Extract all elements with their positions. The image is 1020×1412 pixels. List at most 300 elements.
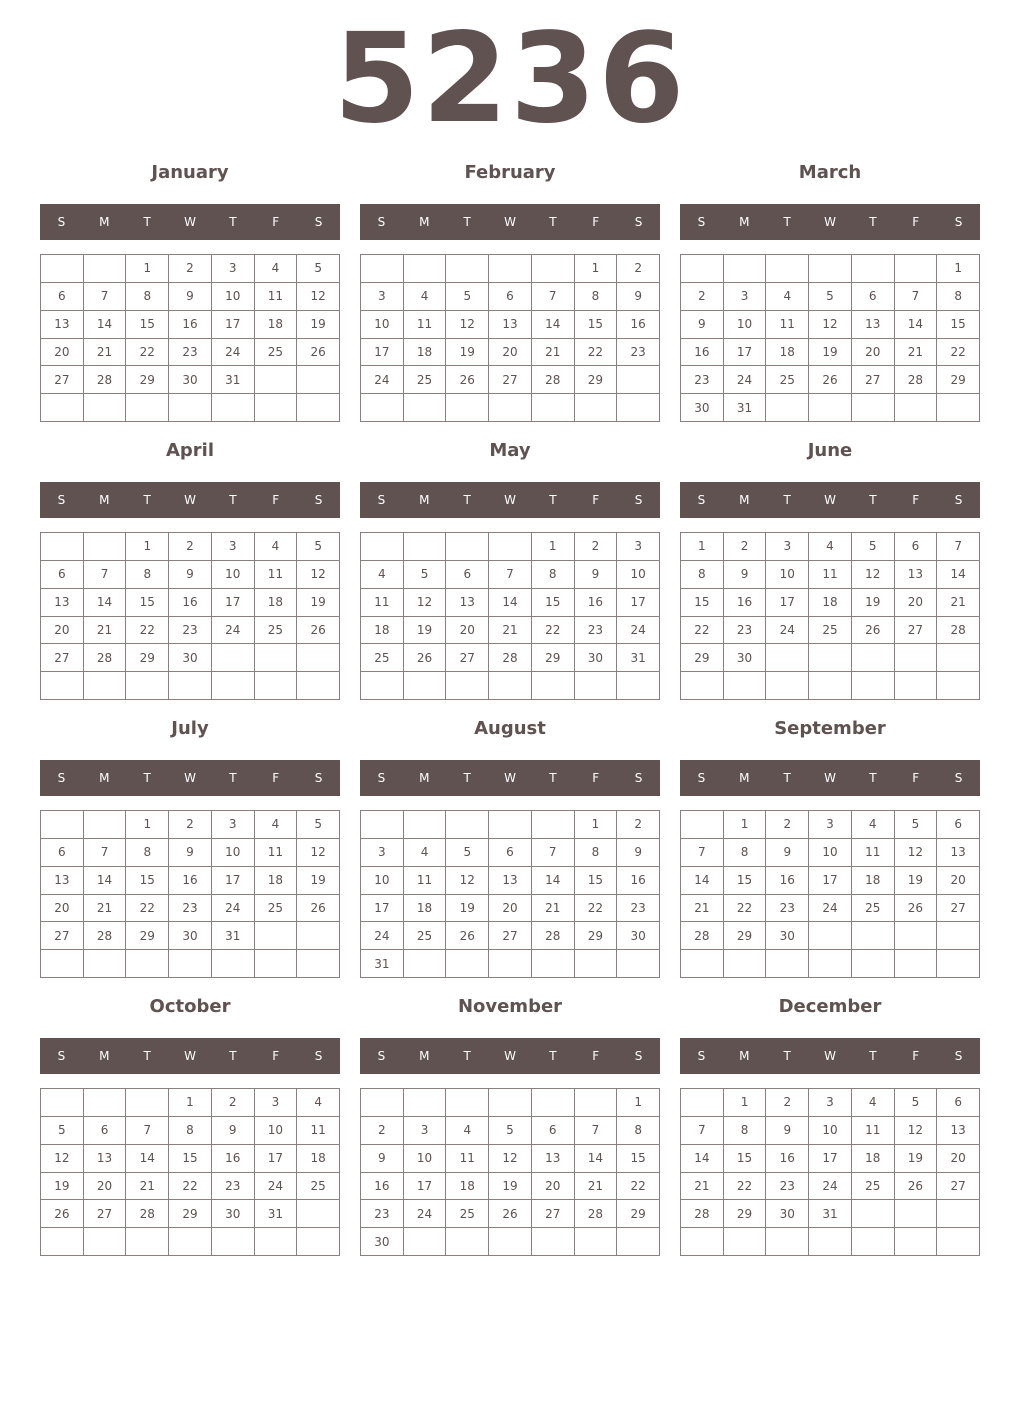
empty-cell [937, 672, 980, 700]
day-cell: 11 [404, 311, 447, 339]
day-cell: 1 [169, 1089, 212, 1117]
day-cell: 21 [84, 617, 127, 645]
month-may [360, 434, 660, 704]
day-cell: 13 [852, 311, 895, 339]
day-cell: 12 [446, 311, 489, 339]
day-cell: 10 [766, 561, 809, 589]
empty-cell [297, 1200, 340, 1228]
day-cell: 27 [84, 1200, 127, 1228]
weekday-label: F [912, 771, 920, 785]
empty-cell [489, 533, 532, 561]
empty-cell [446, 950, 489, 978]
day-cell: 1 [724, 1089, 767, 1117]
day-grid [40, 1088, 340, 1256]
day-cell: 28 [937, 617, 980, 645]
day-cell: 21 [532, 895, 575, 923]
day-cell: 31 [724, 394, 767, 422]
day-cell: 23 [617, 895, 660, 923]
month-june [680, 434, 980, 704]
empty-cell [852, 1200, 895, 1228]
day-cell: 31 [361, 950, 404, 978]
empty-cell [489, 672, 532, 700]
day-cell: 7 [489, 561, 532, 589]
empty-cell [681, 811, 724, 839]
month-name: January [151, 162, 229, 183]
empty-cell [575, 1228, 618, 1256]
empty-cell [41, 950, 84, 978]
empty-cell [212, 950, 255, 978]
weekday-label: W [184, 771, 196, 785]
empty-cell [361, 394, 404, 422]
day-cell: 11 [255, 283, 298, 311]
day-cell: 2 [617, 811, 660, 839]
empty-cell [532, 255, 575, 283]
day-cell: 17 [766, 589, 809, 617]
empty-cell [766, 950, 809, 978]
empty-cell [84, 950, 127, 978]
weekday-label: W [184, 1049, 196, 1063]
empty-cell [297, 922, 340, 950]
day-cell: 29 [937, 366, 980, 394]
day-cell: 16 [169, 867, 212, 895]
weekday-label: M [419, 493, 430, 507]
day-cell: 2 [169, 533, 212, 561]
weekday-label: S [377, 493, 386, 507]
day-cell: 7 [532, 839, 575, 867]
day-cell: 12 [852, 561, 895, 589]
weekday-label: W [184, 493, 196, 507]
day-cell: 27 [937, 1173, 980, 1201]
day-cell: 21 [681, 895, 724, 923]
weekday-label: S [954, 493, 963, 507]
weekday-label: S [377, 771, 386, 785]
weekday-label: T [869, 771, 877, 785]
empty-cell [681, 672, 724, 700]
day-cell: 22 [169, 1173, 212, 1201]
day-cell: 23 [766, 895, 809, 923]
empty-cell [532, 1089, 575, 1117]
empty-cell [809, 394, 852, 422]
day-cell: 14 [895, 311, 938, 339]
month-october [40, 990, 340, 1260]
month-name: October [149, 996, 231, 1017]
weekday-header [40, 1038, 340, 1074]
day-cell: 22 [126, 617, 169, 645]
day-cell: 24 [724, 366, 767, 394]
day-cell: 29 [532, 644, 575, 672]
day-cell: 13 [937, 839, 980, 867]
day-cell: 12 [297, 283, 340, 311]
empty-cell [446, 1228, 489, 1256]
weekday-label: M [419, 771, 430, 785]
day-cell: 10 [617, 561, 660, 589]
empty-cell [809, 255, 852, 283]
empty-cell [446, 1089, 489, 1117]
day-cell: 5 [895, 1089, 938, 1117]
day-cell: 30 [766, 1200, 809, 1228]
day-grid [680, 1088, 980, 1256]
day-cell: 11 [809, 561, 852, 589]
day-cell: 1 [724, 811, 767, 839]
empty-cell [489, 1228, 532, 1256]
empty-cell [84, 811, 127, 839]
day-cell: 9 [575, 561, 618, 589]
day-cell: 11 [404, 867, 447, 895]
empty-cell [532, 672, 575, 700]
weekday-label: M [739, 215, 750, 229]
weekday-label: T [869, 215, 877, 229]
month-name: December [778, 996, 882, 1017]
day-cell: 24 [361, 366, 404, 394]
day-cell: 28 [126, 1200, 169, 1228]
day-cell: 18 [361, 617, 404, 645]
day-cell: 6 [489, 283, 532, 311]
empty-cell [84, 255, 127, 283]
weekday-header [680, 204, 980, 240]
day-cell: 5 [404, 561, 447, 589]
day-cell: 8 [937, 283, 980, 311]
weekday-label: F [592, 1049, 600, 1063]
day-cell: 28 [84, 922, 127, 950]
weekday-label: S [697, 493, 706, 507]
day-cell: 3 [809, 1089, 852, 1117]
day-cell: 28 [532, 922, 575, 950]
day-cell: 27 [895, 617, 938, 645]
empty-cell [255, 394, 298, 422]
empty-cell [404, 950, 447, 978]
weekday-label: W [824, 215, 836, 229]
day-cell: 19 [852, 589, 895, 617]
day-cell: 22 [532, 617, 575, 645]
empty-cell [126, 950, 169, 978]
day-cell: 2 [169, 255, 212, 283]
day-cell: 20 [489, 895, 532, 923]
weekday-header [40, 760, 340, 796]
weekday-label: F [592, 215, 600, 229]
empty-cell [617, 366, 660, 394]
day-cell: 9 [617, 839, 660, 867]
day-cell: 14 [575, 1145, 618, 1173]
empty-cell [404, 672, 447, 700]
day-cell: 8 [126, 283, 169, 311]
weekday-header [360, 482, 660, 518]
weekday-label: S [314, 493, 323, 507]
weekday-label: T [143, 493, 151, 507]
day-cell: 20 [937, 867, 980, 895]
day-cell: 4 [255, 811, 298, 839]
day-cell: 25 [255, 617, 298, 645]
day-cell: 4 [852, 811, 895, 839]
day-cell: 17 [361, 339, 404, 367]
day-cell: 17 [404, 1173, 447, 1201]
day-cell: 3 [212, 533, 255, 561]
day-cell: 18 [404, 339, 447, 367]
day-cell: 8 [681, 561, 724, 589]
empty-cell [852, 950, 895, 978]
empty-cell [852, 1228, 895, 1256]
empty-cell [41, 672, 84, 700]
empty-cell [169, 950, 212, 978]
weekday-label: S [697, 215, 706, 229]
day-cell: 27 [41, 644, 84, 672]
day-cell: 10 [212, 283, 255, 311]
day-cell: 23 [169, 617, 212, 645]
weekday-label: F [272, 215, 280, 229]
empty-cell [489, 255, 532, 283]
day-cell: 30 [766, 922, 809, 950]
empty-cell [895, 644, 938, 672]
day-cell: 19 [404, 617, 447, 645]
day-cell: 13 [489, 867, 532, 895]
day-cell: 30 [361, 1228, 404, 1256]
month-august [360, 712, 660, 982]
day-cell: 20 [489, 339, 532, 367]
day-cell: 14 [489, 589, 532, 617]
weekday-label: T [869, 1049, 877, 1063]
weekday-header [680, 760, 980, 796]
empty-cell [84, 672, 127, 700]
empty-cell [297, 672, 340, 700]
day-cell: 17 [212, 311, 255, 339]
empty-cell [446, 255, 489, 283]
day-cell: 22 [724, 1173, 767, 1201]
day-cell: 30 [724, 644, 767, 672]
day-cell: 23 [724, 617, 767, 645]
day-cell: 2 [724, 533, 767, 561]
day-cell: 7 [532, 283, 575, 311]
empty-cell [255, 672, 298, 700]
empty-cell [937, 394, 980, 422]
empty-cell [681, 1228, 724, 1256]
weekday-label: M [739, 771, 750, 785]
month-july [40, 712, 340, 982]
day-cell: 29 [575, 922, 618, 950]
empty-cell [255, 950, 298, 978]
day-cell: 6 [895, 533, 938, 561]
weekday-label: T [143, 771, 151, 785]
weekday-label: F [592, 771, 600, 785]
day-cell: 21 [681, 1173, 724, 1201]
day-cell: 29 [724, 1200, 767, 1228]
day-cell: 5 [41, 1117, 84, 1145]
day-cell: 9 [169, 561, 212, 589]
day-cell: 12 [297, 839, 340, 867]
day-grid [360, 532, 660, 700]
day-cell: 10 [809, 839, 852, 867]
day-cell: 5 [446, 839, 489, 867]
month-april [40, 434, 340, 704]
day-cell: 25 [297, 1173, 340, 1201]
day-cell: 18 [297, 1145, 340, 1173]
day-cell: 6 [84, 1117, 127, 1145]
day-cell: 5 [489, 1117, 532, 1145]
day-cell: 16 [681, 339, 724, 367]
empty-cell [84, 1228, 127, 1256]
day-cell: 27 [41, 922, 84, 950]
weekday-label: S [57, 1049, 66, 1063]
day-cell: 20 [852, 339, 895, 367]
empty-cell [852, 922, 895, 950]
day-cell: 17 [361, 895, 404, 923]
empty-cell [852, 394, 895, 422]
day-cell: 27 [489, 922, 532, 950]
day-cell: 12 [489, 1145, 532, 1173]
empty-cell [766, 1228, 809, 1256]
day-cell: 22 [724, 895, 767, 923]
day-cell: 19 [489, 1173, 532, 1201]
month-name: July [171, 718, 209, 739]
day-cell: 8 [575, 839, 618, 867]
day-cell: 28 [895, 366, 938, 394]
weekday-label: T [549, 771, 557, 785]
day-cell: 11 [852, 839, 895, 867]
weekday-label: S [954, 215, 963, 229]
weekday-label: S [697, 1049, 706, 1063]
empty-cell [297, 1228, 340, 1256]
day-grid [680, 532, 980, 700]
weekday-label: M [419, 1049, 430, 1063]
day-cell: 2 [169, 811, 212, 839]
day-cell: 7 [937, 533, 980, 561]
day-cell: 27 [937, 895, 980, 923]
day-cell: 16 [212, 1145, 255, 1173]
day-cell: 4 [297, 1089, 340, 1117]
empty-cell [766, 672, 809, 700]
weekday-label: M [99, 493, 110, 507]
day-cell: 19 [297, 311, 340, 339]
empty-cell [575, 394, 618, 422]
day-cell: 9 [766, 839, 809, 867]
empty-cell [361, 533, 404, 561]
day-cell: 5 [446, 283, 489, 311]
day-cell: 4 [255, 255, 298, 283]
day-cell: 7 [575, 1117, 618, 1145]
day-cell: 26 [404, 644, 447, 672]
weekday-label: M [99, 1049, 110, 1063]
day-cell: 23 [361, 1200, 404, 1228]
day-cell: 16 [617, 311, 660, 339]
empty-cell [169, 1228, 212, 1256]
day-cell: 14 [126, 1145, 169, 1173]
weekday-label: S [377, 215, 386, 229]
day-cell: 20 [41, 339, 84, 367]
empty-cell [361, 672, 404, 700]
day-cell: 10 [255, 1117, 298, 1145]
day-cell: 15 [575, 867, 618, 895]
day-cell: 1 [126, 811, 169, 839]
empty-cell [404, 1089, 447, 1117]
weekday-label: T [783, 493, 791, 507]
day-cell: 26 [895, 1173, 938, 1201]
day-cell: 2 [617, 255, 660, 283]
day-cell: 11 [255, 839, 298, 867]
weekday-label: S [314, 1049, 323, 1063]
day-cell: 30 [169, 922, 212, 950]
day-cell: 19 [41, 1173, 84, 1201]
day-cell: 23 [169, 339, 212, 367]
month-november [360, 990, 660, 1260]
day-cell: 26 [852, 617, 895, 645]
day-cell: 29 [169, 1200, 212, 1228]
day-cell: 25 [766, 366, 809, 394]
empty-cell [681, 950, 724, 978]
empty-cell [895, 1200, 938, 1228]
day-cell: 28 [681, 1200, 724, 1228]
day-cell: 1 [126, 255, 169, 283]
weekday-label: S [314, 215, 323, 229]
day-cell: 17 [255, 1145, 298, 1173]
empty-cell [84, 394, 127, 422]
day-cell: 15 [724, 867, 767, 895]
day-grid [680, 810, 980, 978]
weekday-label: T [463, 493, 471, 507]
empty-cell [255, 1228, 298, 1256]
day-cell: 5 [297, 533, 340, 561]
empty-cell [532, 811, 575, 839]
day-cell: 26 [297, 617, 340, 645]
day-cell: 24 [404, 1200, 447, 1228]
day-cell: 17 [212, 589, 255, 617]
weekday-label: W [504, 493, 516, 507]
day-cell: 13 [84, 1145, 127, 1173]
empty-cell [361, 1089, 404, 1117]
month-name: May [489, 440, 531, 461]
day-cell: 25 [255, 339, 298, 367]
day-cell: 19 [895, 1145, 938, 1173]
day-cell: 6 [446, 561, 489, 589]
empty-cell [297, 366, 340, 394]
day-cell: 8 [169, 1117, 212, 1145]
day-cell: 12 [297, 561, 340, 589]
day-cell: 5 [297, 255, 340, 283]
day-cell: 29 [126, 922, 169, 950]
weekday-label: S [57, 493, 66, 507]
day-cell: 22 [681, 617, 724, 645]
empty-cell [212, 644, 255, 672]
day-cell: 5 [852, 533, 895, 561]
day-cell: 2 [212, 1089, 255, 1117]
day-cell: 7 [84, 839, 127, 867]
day-cell: 27 [852, 366, 895, 394]
day-cell: 27 [446, 644, 489, 672]
weekday-label: T [783, 771, 791, 785]
empty-cell [575, 672, 618, 700]
day-grid [680, 254, 980, 422]
empty-cell [126, 1228, 169, 1256]
day-cell: 21 [126, 1173, 169, 1201]
weekday-label: F [912, 1049, 920, 1063]
day-cell: 30 [681, 394, 724, 422]
weekday-label: W [824, 1049, 836, 1063]
day-cell: 4 [404, 839, 447, 867]
empty-cell [937, 950, 980, 978]
empty-cell [41, 394, 84, 422]
day-cell: 6 [489, 839, 532, 867]
day-cell: 15 [126, 867, 169, 895]
month-february [360, 156, 660, 426]
day-cell: 13 [41, 311, 84, 339]
day-cell: 24 [361, 922, 404, 950]
weekday-label: W [824, 771, 836, 785]
day-cell: 8 [575, 283, 618, 311]
day-cell: 16 [169, 589, 212, 617]
day-cell: 10 [212, 839, 255, 867]
empty-cell [404, 811, 447, 839]
empty-cell [681, 255, 724, 283]
empty-cell [255, 644, 298, 672]
day-cell: 13 [489, 311, 532, 339]
day-cell: 30 [617, 922, 660, 950]
